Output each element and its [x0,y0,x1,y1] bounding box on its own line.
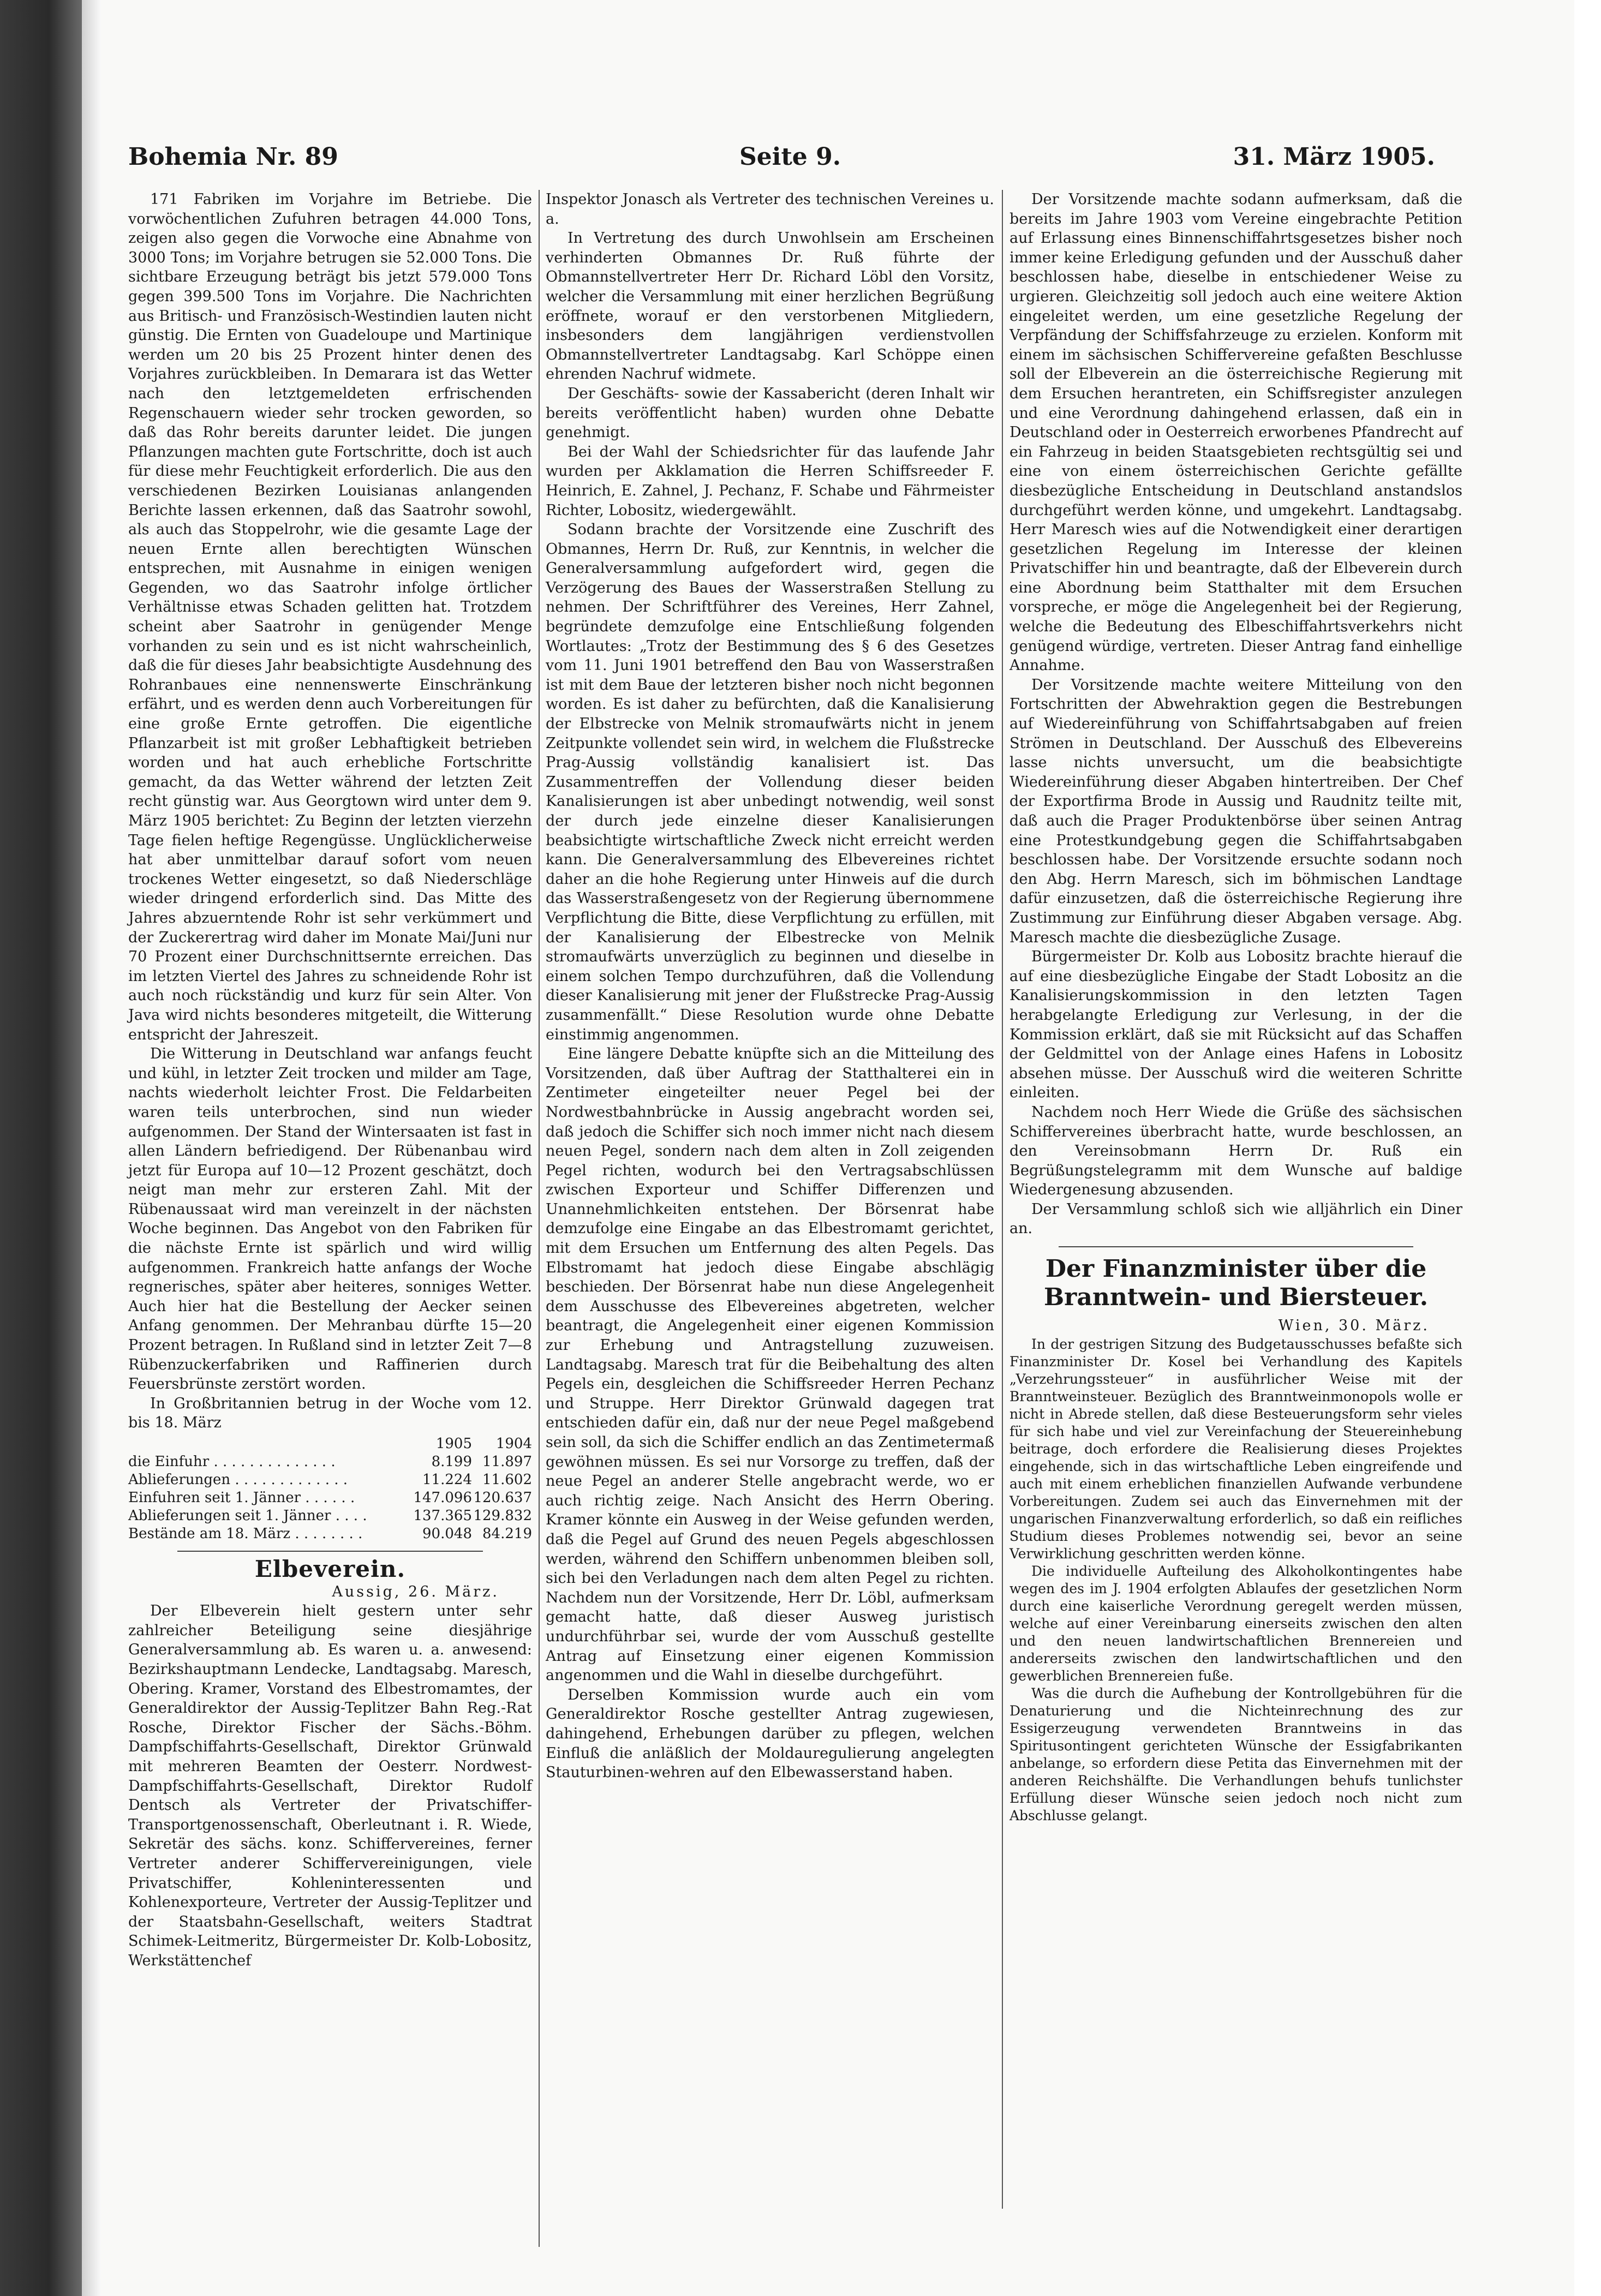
row-value-1904: 84.219 [482,1526,532,1542]
row-value-1904: 11.897 [482,1454,532,1470]
issue-date: 31. März 1905. [1233,143,1435,171]
britain-intro: In Großbritannien betrug in der Woche vom 12. bis 18. März [128,1395,532,1432]
year-col-2: 1904 [495,1436,532,1452]
table-header-row [128,1435,532,1453]
row-value-1905: 90.048 [422,1526,472,1542]
article-paragraph: Bürgermeister Dr. Kolb aus Lobositz brachte hierauf die auf eine diesbezügliche Eingabe der Stadt Lobositz an die Kanalisierungskommission in den letzten Tagen herabgelangte Erledigung zur Verlesung, in der die Kommission erklärt, daß sie mit Rücksicht auf das Schaffen der Geldmittel von der Anlage eines Hafens in Lobositz absehen müsse. Der Ausschuß wird die weiteren Schritte einleiten. [1009,948,1462,1102]
row-label: Einfuhren seit 1. Jänner . . . . . . [128,1490,355,1506]
weather-paragraph: Die Witterung in Deutschland war anfangs feucht und kühl, in letzter Zeit trocken und milder am Tage, nachts wiederholt leichter Frost. Die Feldarbeiten waren teils unterbrochen, sind nun wieder aufgenommen. Der Stand der Wintersaaten ist fast in allen Ländern befriedigend. Der Rübenanbau wird jetzt für Europa auf 10—12 Prozent geschätzt, doch neigt man mehr zur ersteren Zahl. Mit der Rübenaussaat wird man vereinzelt in der nächsten Woche beginnen. Das Angebot von den Fabriken für die nächste Ernte ist spärlich und wird willig aufgenommen. Frankreich hatte anfangs der Woche regnerisches, später aber heiteres, sonniges Wetter. Auch hier hat die Bestellung der Aecker seinen Anfang genommen. Der Mehranbau dürfte 15—20 Prozent betragen. In Rußland sind in letzter Zeit 7—8 Rübenzuckerfabriken und Raffinerien durch Feuersbrünste zerstört worden. [128,1045,532,1393]
year-col-1: 1905 [435,1436,472,1452]
column-3 [1009,190,1462,1825]
article-paragraph: In der gestrigen Sitzung des Budgetausschusses befaßte sich Finanzminister Dr. Kosel bei Verhandlung des Kapitels „Verzehrungssteuer“ in ausführlicher Weise mit der Branntweinsteuer. Bezüglich des Branntweinmonopols wolle er nicht in Abrede stellen, daß diese Besteuerungsform sehr vieles für sich habe und viel zur Vereinfachung der Steuereinhebung beitrage, doch erfordere die Realisierung dieses Projektes eingehende, sich in das wirtschaftliche Leben eingreifende und auch mit einem erheblichen finanziellen Aufwande verbundene Vorbereitungen. Zudem sei auch das Einvernehmen mit der ungarischen Finanzverwaltung erforderlich, so daß ein reifliches Studium dieses Problemes notwendig sei, bevor an seine Verwirklichung geschritten werden könne. [1009,1336,1462,1562]
row-value-1905: 137.365 [413,1508,472,1524]
article-paragraph: Der Vorsitzende machte weitere Mitteilung von den Fortschritten der Abwehraktion gegen die Bestrebungen auf Wiedereinführung von Schiffahrtsabgaben auf freien Strömen in Deutschland. Der Ausschuß des Elbevereins lasse nichts unversucht, um die beabsichtigte Wiedereinführung dieser Abgaben hintertreiben. Der Chef der Exportfirma Brode in Aussig und Raudnitz teilte mit, daß auch die Prager Produktenbörse über seinen Antrag eine Protestkundgebung gegen die Schiffahrtsabgaben beschlossen habe. Der Vorsitzende ersuchte sodann noch den Abg. Herrn Maresch, sich im böhmischen Landtage dafür einzusetzen, daß die österreichische Regierung ihre Zustimmung zur Einführung dieser Abgaben versage. Abg. Maresch machte die diesbezügliche Zusage. [1009,676,1462,946]
column-2 [546,190,994,1783]
article-paragraph: Derselben Kommission wurde auch ein vom Generaldirektor Rosche gestellter Antrag zugewiesen, dahingehend, Erhebungen darüber zu pflegen, welchen Einfluß die anläßlich der Moldauregulierung angelegten Stauturbinen-wehren auf den Elbewasserstand haben. [546,1686,994,1781]
row-label: die Einfuhr . . . . . . . . . . . . . . [128,1454,336,1470]
elbeverein-paragraph: Der Elbeverein hielt gestern unter sehr zahlreicher Beteiligung seine diesjährige Generalversammlung ab. Es waren u. a. anwesend: Bezirkshauptmann Lendecke, Landtagsabg. Maresch, Obering. Kramer, Vorstand des Elbestromamtes, der Generaldirektor der Aussig-Teplitzer Bahn Reg.-Rat Rosche, Direktor Fischer der Sächs.-Böhm. Dampfschiffahrts-Gesellschaft, Direktor Grünwald mit mehreren Beamten der Oesterr. Nordwest-Dampfschiffahrts-Gesellschaft, Direktor Rudolf Dentsch als Vertreter der Privatschiffer-Transportgenossenschaft, Oberleutnant i. R. Wiede, Sekretär des sächs. konz. Schiffervereines, ferner Vertreter anderer Schiffervereinigungen, viele Privatschiffer, Kohleninteressenten und Kohlenexporteure, Vertreter der Aussig-Teplitzer und der Staatsbahn-Gesellschaft, weiters Stadtrat Schimek-Leitmeritz, Bürgermeister Dr. Kolb-Lobositz, Werkstättenchef [128,1603,532,1969]
article-paragraph: Der Vorsitzende machte sodann aufmerksam, daß die bereits im Jahre 1903 vom Vereine eingebrachte Petition auf Erlassung eines Binnenschiffahrtsgesetzes bisher noch immer keine Erledigung gefunden und der Ausschuß daher beschlossen habe, dieselbe in entschiedener Weise zu urgieren. Gleichzeitig soll jedoch auch eine weitere Aktion eingeleitet werden, um eine gesetzliche Regelung der Verpfändung der Schiffsfahrzeuge zu erzielen. Konform mit einem im sächsischen Schiffervereine gefaßten Beschlusse soll der Elbeverein an die österreichische Regierung mit dem Ersuchen herantreten, ein Schiffsregister anzulegen und eine Verordnung dahingehend erlassen, daß ein in Deutschland oder in Oesterreich erworbenes Pfandrecht auf ein Fahrzeug in beiden Staatsgebieten rechtsgültig sei und eine von einem österreichischen Gerichte gefällte diesbezügliche Entscheidung in Deutschland anstandslos durchgeführt werden könne, und umgekehrt. Landtagsabg. Herr Maresch wies auf die Notwendigkeit einer derartigen gesetzlichen Regelung im Interesse der kleinen Privatschiffer hin und beantragte, daß der Elbeverein durch eine Abordnung beim Statthalter mit dem Ersuchen vorspreche, er möge die Angelegenheit bei der Regierung, welche die Bedeutung des Elbeschiffahrtsverkehrs nicht genügend würdige, vertreten. Dieser Antrag fand einhellige Annahme. [1009,191,1462,674]
table-row [128,1471,532,1489]
column-rule-2 [1002,190,1003,2209]
section-divider [1059,1246,1413,1247]
sugar-statistics-table [128,1435,532,1543]
running-head [128,143,1435,181]
article-paragraph: Bei der Wahl der Schiedsrichter für das laufende Jahr wurden per Akklamation die Herren Schiffsreeder F. Heinrich, E. Zahnel, J. Pechanz, F. Schabe und Fährmeister Richter, Lobositz, wiedergewählt. [546,443,994,519]
row-label: Ablieferungen seit 1. Jänner . . . . [128,1508,367,1524]
section-title-elbeverein: Elbeverein. [254,1556,406,1582]
row-label: Ablieferungen . . . . . . . . . . . . . [128,1472,348,1488]
scan-border-left [0,0,82,2296]
article-paragraph: Was die durch die Aufhebung der Kontrollgebühren für die Denaturierung und die Nichteinrechnung des zur Essigerzeugung verwendeten Branntweins in das Spiritusontingent gerichteten Wünsche der Essigfabrikanten anbelange, so erfordern diese Petita das Einvernehmen mit der anderen Reichshälfte. Die Verhandlungen behufs tunlichster Erfüllung dieser Wünsche seien jedoch noch nicht zum Abschlusse gelangt. [1009,1685,1462,1823]
sugar-report-paragraph: 171 Fabriken im Vorjahre im Betriebe. Die vorwöchentlichen Zufuhren betragen 44.000 Tons, zeigen also gegen die Vorwoche eine Abnahme von 3000 Tons; im Vorjahre betrugen sie 52.000 Tons. Die sichtbare Erzeugung beträgt bis jetzt 579.000 Tons gegen 399.500 Tons im Vorjahre. Die Nachrichten aus Britisch- und Französisch-Westindien lauten nicht günstig. Die Ernten von Guadeloupe und Martinique werden um 20 bis 25 Prozent hinter denen des Vorjahres zurückbleiben. In Demarara ist das Wetter nach den letztgemeldeten erfrischenden Regenschauern wieder sehr trocken geworden, so daß das Rohr bereits darunter leidet. Die jungen Pflanzungen machten gute Fortschritte, doch ist auch für diese mehr Feuchtigkeit erforderlich. Die aus den verschiedenen Bezirken Louisianas anlangenden Berichte lassen erkennen, daß das Saatrohr sowohl, als auch das Stoppelrohr, wie die gesamte Lage der neuen Ernte allen berechtigten Wünschen entsprechen, mit Ausnahme in einigen wenigen Gegenden, wo das Saatrohr infolge örtlicher Verhältnisse etwas Schaden gelitten hat. Trotzdem scheint aber Saatrohr in genügender Menge vorhanden zu sein und es ist nicht wahrscheinlich, daß die für dieses Jahr beabsichtigte Ausdehnung des Rohranbaues eine nennenswerte Einschränkung erfährt, und es werden denn auch Vorbereitungen für eine große Ernte getroffen. Die eigentliche Pflanzarbeit ist mit großer Lebhaftigkeit betrieben worden und hat auch erhebliche Fortschritte gemacht, da das Wetter während der letzten Zeit recht günstig war. Aus Georgtown wird unter dem 9. März 1905 berichtet: Zu Beginn der letzten vierzehn Tage fielen heftige Regengüsse. Unglücklicherweise hat aber unmittelbar darauf sofort vom neuen trockenes Wetter eingesetzt, so daß Niederschläge wieder dringend erforderlich sind. Das Mitte des Jahres abzuerntende Rohr ist sehr verkümmert und der Zuckerertrag wird daher im Monate Mai/Juni nur 70 Prozent einer Durchschnittsernte erreichen. Das im letzten Viertel des Jahres zu schneidende Rohr ist auch noch rückständig und kurz für sein Alter. Von Java wird nichts besonderes mitgeteilt, die Witterung entspricht der Jahreszeit. [128,191,532,1043]
article-paragraph: Der Versammlung schloß sich wie alljährlich ein Diner an. [1009,1200,1462,1237]
row-value-1904: 129.832 [473,1508,532,1524]
article-paragraph: Der Geschäfts- sowie der Kassabericht (deren Inhalt wir bereits veröffentlicht haben) wurden ohne Debatte genehmigt. [546,385,994,441]
resolution-paragraph: Sodann brachte der Vorsitzende eine Zuschrift des Obmannes, Herrn Dr. Ruß, zur Kenntnis, in welcher die Generalversammlung aufgefordert wird, gegen die Verzögerung des Baues der Wasserstraßen Stellung zu nehmen. Der Schriftführer des Vereines, Herr Zahnel, begründete demzufolge eine Entschließung folgenden Wortlautes: „Trotz der Bestimmung des § 6 des Gesetzes vom 11. Juni 1901 betreffend den Bau von Wasserstraßen ist mit dem Baue der letzteren bisher noch nicht begonnen worden. Es ist daher zu befürchten, daß die Kanalisierung der Elbstrecke von Melnik stromaufwärts nicht in jenem Zeitpunkte vollendet sein wird, in welchem die Flußstrecke Prag-Aussig vollständig kanalisiert ist. Das Zusammentreffen der Vollendung dieser beiden Kanalisierungen ist aber unbedingt notwendig, weil sonst der durch jede einzelne dieser Kanalisierungen beabsichtigte wirtschaftliche Zweck nicht erreicht werden kann. Die Generalversammlung des Elbevereines richtet daher an die hohe Regierung unter Hinweis auf die durch das Wasserstraßengesetz von der Regierung übernommene Verpflichtung die Bitte, diese Verpflichtung zu erfüllen, mit der Kanalisierung der Elbestrecke von Melnik stromaufwärts unverzüglich zu beginnen und dieselbe in einem solchen Tempo durchzuführen, daß die Vollendung dieser Kanalisierung mit jener der Flußstrecke Prag-Aussig zusammenfällt.“ Diese Resolution wurde ohne Debatte einstimmig angenommen. [546,521,994,1043]
row-value-1904: 120.637 [473,1490,532,1506]
row-value-1905: 11.224 [422,1472,472,1488]
section-divider [177,1551,483,1552]
row-value-1905: 147.096 [413,1490,472,1506]
row-value-1904: 11.602 [482,1472,532,1488]
row-label: Bestände am 18. März . . . . . . . . [128,1526,363,1542]
table-row [128,1453,532,1471]
dateline-wien: Wien, 30. März. [1278,1317,1430,1335]
table-row [128,1525,532,1543]
pegel-debate-paragraph: Eine längere Debatte knüpfte sich an die Mitteilung des Vorsitzenden, daß über Auftrag der Statthalterei ein in Zentimeter eingeteilter neuer Pegel bei der Nordwestbahnbrücke in Aussig angebracht worden sei, daß jedoch die Schiffer sich noch immer nicht nach diesem neuen Pegel, sondern nach dem alten in Zoll zeigenden Pegel richten, wodurch bei den Vertragsabschlüssen zwischen Exporteur und Schiffer Differenzen und Unannehmlichkeiten entstehen. Der Börsenrat habe demzufolge eine Eingabe an das Elbestromamt gerichtet, mit dem Ersuchen um Entfernung des alten Pegels. Das Elbstromamt hat jedoch diese Eingabe abschlägig beschieden. Der Börsenrat habe nun diese Angelegenheit dem Ausschusse des Elbevereines abgetreten, welcher beantragt, die Angelegenheit einer eigenen Kommission zur Erhebung und Antragstellung zuzuweisen. Landtagsabg. Maresch trat für die Beibehaltung des alten Pegels ein, desgleichen die Schiffsreeder Herren Pechanz und Struppe. Herr Direktor Grünwald dagegen trat entschieden dafür ein, daß nur der neue Pegel maßgebend sein soll, da sich die Schiffer endlich an das Zentimetermaß gewöhnen müssen. Es sei nur Vorsorge zu treffen, daß der neue Pegel an anderer Stelle angebracht werde, wo er auch richtig zeige. Nach Ansicht des Herrn Obering. Kramer könnte ein Ausweg in der Weise gefunden werden, daß die Pegel auf Grund des neuen Pegels abgeschlossen werden, während den Schiffern unbenommen bleiben soll, sich bei den Verladungen nach dem alten Pegel zu richten. Nachdem nun der Vorsitzende, Herr Dr. Löbl, aufmerksam gemacht hatte, daß dieser Ausweg juristisch undurchführbar sei, wurde der vom Ausschuß gestellte Antrag auf Einsetzung einer eigenen Kommission angenommen und die Wahl in dieselbe durchgeführt. [546,1045,994,1684]
article-paragraph: Die individuelle Aufteilung des Alkoholkontingentes habe wegen des im J. 1904 erfolgten Ablaufes der gesetzlichen Norm durch eine kaiserliche Verordnung geregelt werden müssen, welche auf einer Vereinbarung einerseits zwischen den alten und den neuen landwirtschaftlichen Brennereien und andererseits zwischen den landwirtschaftlichen und den gewerblichen Brennereien fuße. [1009,1563,1462,1684]
scan-border-right [1576,0,1601,2296]
scan-shadow [82,0,104,2296]
article-paragraph: Inspektor Jonasch als Vertreter des technischen Vereines u. a. [546,191,994,228]
row-value-1905: 8.199 [431,1454,472,1470]
article-paragraph: Nachdem noch Herr Wiede die Grüße des sächsischen Schiffervereines überbracht hatte, wurde beschlossen, an den Vereinsobmann Herrn Dr. Ruß ein Begrüßungstelegramm mit dem Wunsche auf baldige Wiedergenesung abzusenden. [1009,1103,1462,1199]
table-row [128,1489,532,1507]
page-number: Seite 9. [739,143,841,171]
column-rule-1 [539,190,540,2247]
dateline-aussig: Aussig, 26. März. [332,1583,499,1600]
table-row [128,1507,532,1525]
column-1 [128,190,532,1970]
article-paragraph: In Vertretung des durch Unwohlsein am Erscheinen verhinderten Obmannes Dr. Ruß führte der Obmannstellvertreter Herr Dr. Richard Löbl den Vorsitz, welcher die Versammlung mit einer herzlichen Begrüßung eröffnete, worauf er den verstorbenen Mitgliedern, insbesonders dem langjährigen verdienstvollen Obmannstellvertreter Landtagsabg. Karl Schöppe einen ehrenden Nachruf widmete. [546,230,994,383]
publication-issue: Bohemia Nr. 89 [128,143,338,171]
section-title-finanzminister: Der Finanzminister über die Branntwein- und Biersteuer. [1043,1255,1429,1312]
